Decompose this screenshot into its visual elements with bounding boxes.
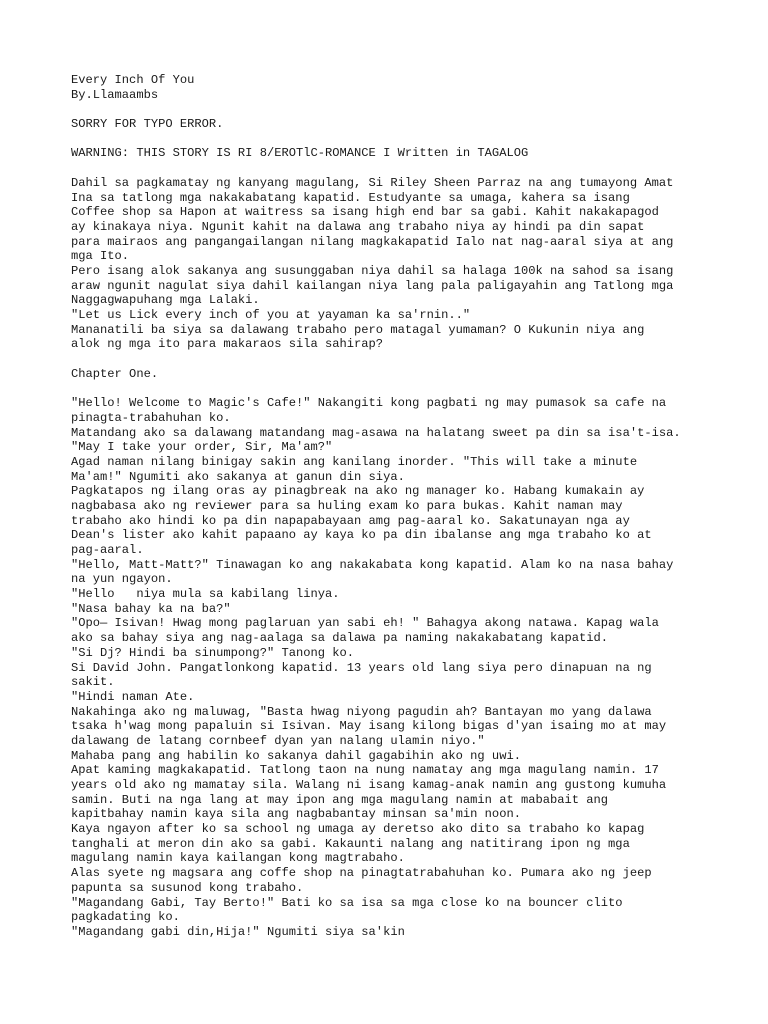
- story-title: Every Inch Of You: [71, 73, 195, 87]
- blank-line: [71, 132, 751, 147]
- chapter-line: Kaya ngayon after ko sa school ng umaga ay deretso ako dito sa trabaho ko kapag: [71, 822, 645, 837]
- chapter-line: years old ako ng mamatay sila. Walang ni isang kamag-anak namin ang gustong kumuha: [71, 778, 667, 792]
- synopsis-line: Ina sa tatlong mga nakakabatang kapatid. Estudyante sa umaga, kahera sa isang: [71, 190, 630, 205]
- chapter-line: dalawang de latang cornbeef dyan yan nalang ulamin niyo.": [71, 733, 485, 748]
- blank-line: [71, 352, 751, 367]
- synopsis-line: ay kinakaya niya. Ngunit kahit na dalawa ang trabaho niya ay hindi pa din sapat: [71, 219, 645, 234]
- synopsis-block: [71, 176, 751, 352]
- synopsis-line: Naggagwapuhang mga Lalaki.: [71, 293, 260, 308]
- chapter-line: ako sa bahay siya ang nag-aalaga sa dalawa pa naming nakakabatang kapatid.: [71, 631, 609, 646]
- chapter-line: na yun ngayon.: [71, 572, 173, 587]
- chapter-line: tsaka h'wag mong papaluin si Isivan. May isang kilong bigas d'yan isaing mo at may: [71, 719, 667, 734]
- chapter-line: Nakahinga ako ng maluwag, "Basta hwag niyong pagudin ah? Bantayan mo yang dalawa: [71, 704, 652, 719]
- chapter-line: samin. Buti na nga lang at may ipon ang mga magulang namin at mababait ang: [71, 792, 609, 807]
- content-warning: WARNING: THIS STORY IS RI 8/EROTlC-ROMANCE I Written in TAGALOG: [71, 146, 529, 161]
- document-page: [71, 73, 751, 940]
- blank-line: [71, 161, 751, 176]
- chapter-line: "Hello niya mula sa kabilang linya.: [71, 587, 340, 602]
- chapter-line: "Hello! Welcome to Magic's Cafe!" Nakangiti kong pagbati ng may pumasok sa cafe na: [71, 396, 667, 411]
- chapter-line: magulang namin kaya kailangan kong magtrabaho.: [71, 851, 405, 866]
- chapter-line: "Hindi naman Ate.: [71, 689, 195, 704]
- synopsis-line: araw ngunit nagulat siya dahil kailangan niya lang pala paligayahin ang Tatlong mga: [71, 278, 674, 293]
- chapter-line: kapitbahay namin kaya sila ang nagbabantay minsan sa'min noon.: [71, 807, 521, 822]
- chapter-line: "Magandang gabi din,Hija!" Ngumiti siya sa'kin: [71, 924, 405, 939]
- synopsis-line: Coffee shop sa Hapon at waitress sa isang high end bar sa gabi. Kahit nakakapagod: [71, 205, 659, 220]
- chapter-line: nagbabasa ako ng reviewer para sa huling exam ko para bukas. Kahit naman may: [71, 498, 623, 513]
- chapter-line: Ma'am!" Ngumiti ako sakanya at ganun din siya.: [71, 469, 405, 484]
- chapter-line: Agad naman nilang binigay sakin ang kanilang inorder. "This will take a minute: [71, 454, 638, 469]
- chapter-line: "Opo— Isivan! Hwag mong paglaruan yan sabi eh! " Bahagya akong natawa. Kapag wala: [71, 616, 659, 631]
- chapter-line: Alas syete ng magsara ang coffe shop na pinagtatrabahuhan ko. Pumara ako ng jeep: [71, 866, 652, 881]
- chapter-line: "Hello, Matt-Matt?" Tinawagan ko ang nakakabata kong kapatid. Alam ko na nasa bahay: [71, 557, 674, 572]
- synopsis-line: alok ng mga ito para makaraos sila sahirap?: [71, 337, 384, 352]
- synopsis-line: Pero isang alok sakanya ang susunggaban niya dahil sa halaga 100k na sahod sa isang: [71, 263, 674, 278]
- chapter-line: "Nasa bahay ka na ba?": [71, 601, 231, 616]
- synopsis-line: Mananatili ba siya sa dalawang trabaho pero matagal yumaman? O Kukunin niya ang: [71, 322, 645, 337]
- synopsis-line: "Let us Lick every inch of you at yayaman ka sa'rnin..": [71, 308, 471, 322]
- blank-line: [71, 102, 751, 117]
- synopsis-line: para mairaos ang pangangailangan nilang magkakapatid Ialo nat nag-aaral siya at ang: [71, 234, 674, 249]
- chapter-line: pag-aaral.: [71, 543, 144, 557]
- chapter-line: Pagkatapos ng ilang oras ay pinagbreak na ako ng manager ko. Habang kumakain ay: [71, 484, 645, 499]
- story-author: By.Llamaambs: [71, 87, 159, 102]
- chapter-line: pinagta-trabahuhan ko.: [71, 410, 231, 425]
- chapter-line: "Magandang Gabi, Tay Berto!" Bati ko sa isa sa mga close ko na bouncer clito: [71, 895, 623, 910]
- chapter-line: Matandang ako sa dalawang matandang mag-asawa na halatang sweet pa din sa isa't-isa.: [71, 425, 681, 440]
- chapter-body: [71, 396, 751, 939]
- chapter-line: tanghali at meron din ako sa gabi. Kakaunti nalang ang natitirang ipon ng mga: [71, 836, 630, 851]
- blank-line: [71, 381, 751, 396]
- chapter-heading: Chapter One.: [71, 366, 159, 381]
- chapter-line: pagkadating ko.: [71, 910, 180, 925]
- synopsis-line: Dahil sa pagkamatay ng kanyang magulang, Si Riley Sheen Parraz na ang tumayong Amat: [71, 175, 674, 190]
- chapter-line: "May I take your order, Sir, Ma'am?": [71, 440, 333, 455]
- chapter-line: sakit.: [71, 675, 115, 690]
- chapter-line: "Si Dj? Hindi ba sinumpong?" Tanong ko.: [71, 645, 355, 660]
- chapter-line: Apat kaming magkakapatid. Tatlong taon na nung namatay ang mga magulang namin. 17: [71, 763, 659, 778]
- chapter-line: Si David John. Pangatlonkong kapatid. 13 years old lang siya pero dinapuan na ng: [71, 660, 652, 675]
- chapter-line: trabaho ako hindi ko pa din napapabayaan amg pag-aaral ko. Sakatunayan nga ay: [71, 513, 630, 528]
- chapter-line: papunta sa susunod kong trabaho.: [71, 880, 304, 895]
- typo-note: SORRY FOR TYPO ERROR.: [71, 117, 224, 132]
- synopsis-line: mga Ito.: [71, 249, 130, 264]
- chapter-line: Dean's lister ako kahit papaano ay kaya ko pa din ibalanse ang mga trabaho ko at: [71, 528, 652, 543]
- chapter-line: Mahaba pang ang habilin ko sakanya dahil gagabihin ako ng uwi.: [71, 748, 521, 763]
